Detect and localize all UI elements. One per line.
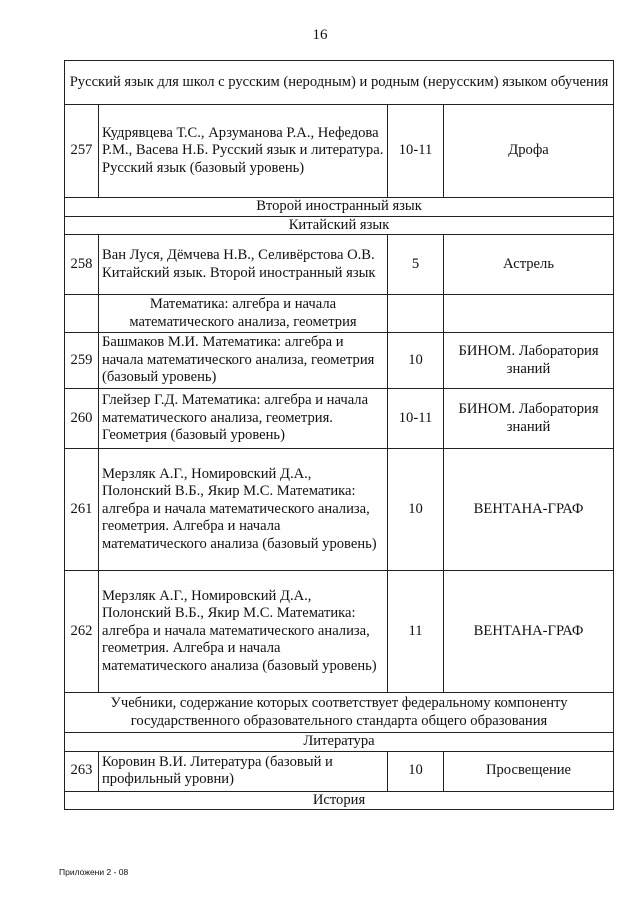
row-grade: 10-11 <box>388 105 444 198</box>
row-description: Мерзляк А.Г., Номировский Д.А., Полонский В.Б., Якир М.С. Математика: алгебра и начала математического анализа, геометрия. Алгебра и начала математического анализа (базовый уровень) <box>99 449 388 571</box>
section-row-federal <box>65 693 614 733</box>
footer-note: Приложени 2 - 08 <box>59 867 129 877</box>
row-grade: 5 <box>388 235 444 295</box>
section-title: Учебники, содержание которых соответствует федеральному компоненту государственного образовательного стандарта общего образования <box>65 693 614 733</box>
row-number: 260 <box>65 389 99 449</box>
section-row-literature <box>65 733 614 752</box>
section-row-history <box>65 791 614 810</box>
row-publisher: Просвещение <box>444 751 614 791</box>
row-publisher: Астрель <box>444 235 614 295</box>
row-grade: 11 <box>388 571 444 693</box>
table-row <box>65 235 614 295</box>
table-row <box>65 571 614 693</box>
section-row-math <box>65 295 614 333</box>
row-number: 258 <box>65 235 99 295</box>
table-row <box>65 449 614 571</box>
row-publisher: Дрофа <box>444 105 614 198</box>
empty-cell <box>444 295 614 333</box>
table-row <box>65 105 614 198</box>
section-title: Второй иностранный язык <box>65 198 614 217</box>
textbook-table <box>64 60 614 810</box>
section-title: История <box>65 791 614 810</box>
empty-cell <box>65 295 99 333</box>
table-row <box>65 751 614 791</box>
row-grade: 10 <box>388 751 444 791</box>
row-description: Мерзляк А.Г., Номировский Д.А., Полонский В.Б., Якир М.С. Математика: алгебра и начала математического анализа, геометрия. Алгебра и начала математического анализа (базовый уровень) <box>99 571 388 693</box>
row-number: 263 <box>65 751 99 791</box>
row-description: Коровин В.И. Литература (базовый и профильный уровни) <box>99 751 388 791</box>
row-publisher: ВЕНТАНА-ГРАФ <box>444 571 614 693</box>
empty-cell <box>388 295 444 333</box>
row-number: 259 <box>65 333 99 389</box>
page-number: 16 <box>312 27 328 43</box>
section-title: Литература <box>65 733 614 752</box>
section-row-foreign <box>65 198 614 217</box>
row-publisher: БИНОМ. Лаборатория знаний <box>444 389 614 449</box>
row-description: Башмаков М.И. Математика: алгебра и начала математического анализа, геометрия (базовый уровень) <box>99 333 388 389</box>
section-title: Математика: алгебра и начала математического анализа, геометрия <box>99 295 388 333</box>
section-row-chinese <box>65 216 614 235</box>
row-description: Ван Луся, Дёмчева Н.В., Селивёрстова О.В. Китайский язык. Второй иностранный язык <box>99 235 388 295</box>
section-title: Китайский язык <box>65 216 614 235</box>
row-number: 261 <box>65 449 99 571</box>
table-row <box>65 333 614 389</box>
table-row <box>65 389 614 449</box>
row-number: 262 <box>65 571 99 693</box>
section-row-russian <box>65 61 614 105</box>
row-grade: 10 <box>388 449 444 571</box>
row-publisher: БИНОМ. Лаборатория знаний <box>444 333 614 389</box>
row-grade: 10-11 <box>388 389 444 449</box>
section-title: Русский язык для школ с русским (неродным) и родным (нерусским) языком обучения <box>65 61 614 105</box>
row-publisher: ВЕНТАНА-ГРАФ <box>444 449 614 571</box>
row-description: Кудрявцева Т.С., Арзуманова Р.А., Нефедова Р.М., Васева Н.Б. Русский язык и литература. Русский язык (базовый уровень) <box>99 105 388 198</box>
row-number: 257 <box>65 105 99 198</box>
row-description: Глейзер Г.Д. Математика: алгебра и начала математического анализа, геометрия. Геометрия (базовый уровень) <box>99 389 388 449</box>
row-grade: 10 <box>388 333 444 389</box>
